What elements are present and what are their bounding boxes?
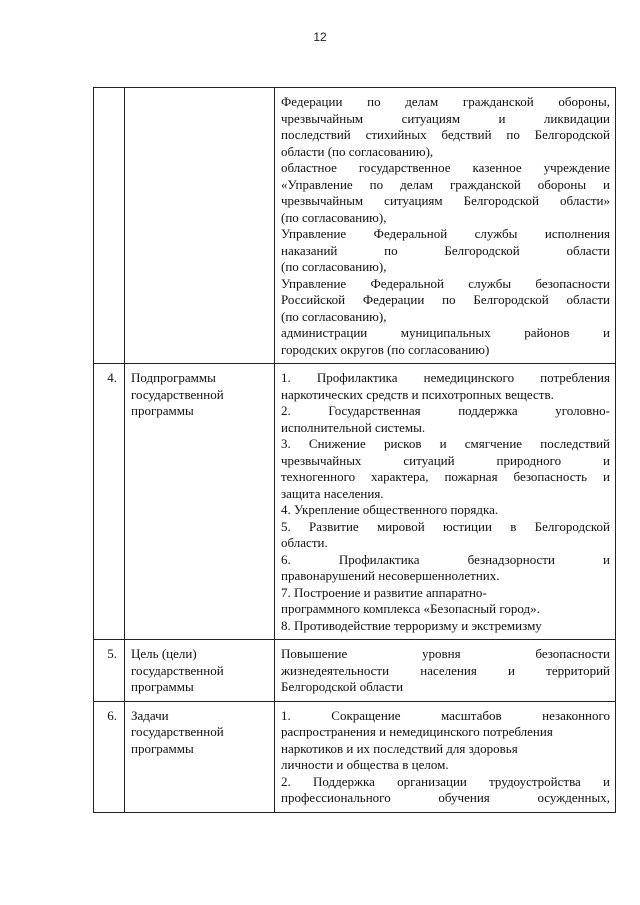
row-number: 4. — [94, 364, 125, 640]
row-title — [125, 88, 275, 364]
title-line: государственной — [131, 662, 224, 678]
text-line: (по согласованию), — [281, 308, 387, 324]
title-line: программы — [131, 679, 194, 694]
text-line: профессионального обучения осужденных, — [281, 790, 610, 805]
row-value — [275, 640, 616, 702]
text-line: Федерации по делам гражданской обороны, — [281, 94, 610, 109]
text-line: чрезвычайным ситуациям Белгородской области» — [281, 193, 610, 208]
table-row — [94, 701, 616, 812]
text-line: Управление Федеральной службы исполнения — [281, 226, 610, 241]
text-line: областное государственное казенное учреждение — [281, 160, 610, 175]
title-line: Цель (цели) — [131, 646, 197, 661]
row-title — [125, 364, 275, 640]
text-line: чрезвычайным ситуациям и ликвидации — [281, 110, 610, 126]
text-line: области (по согласованию), — [281, 143, 434, 159]
text-line: 8. Противодействие терроризму и экстремизму — [281, 617, 542, 633]
row-number: 6. — [94, 701, 125, 812]
text-line: чрезвычайных ситуаций природного и — [281, 452, 610, 468]
text-line: Повышение уровня безопасности — [281, 646, 610, 661]
text-line: администрации муниципальных районов и — [281, 325, 610, 340]
text-line: Белгородской области — [281, 679, 404, 694]
title-line: программы — [131, 740, 194, 756]
text-line: защита населения. — [281, 485, 384, 501]
text-line: 6. Профилактика безнадзорности и — [281, 551, 610, 567]
text-line: 5. Развитие мировой юстиции в Белгородской — [281, 518, 610, 534]
text-line: последствий стихийных бедствий по Белгородской — [281, 127, 610, 142]
title-line: Подпрограммы — [131, 370, 216, 385]
text-line: Управление Федеральной службы безопасности — [281, 275, 610, 291]
title-line: государственной — [131, 386, 224, 402]
text-line: наркотических средств и психотропных веществ. — [281, 386, 554, 402]
text-line: наказаний по Белгородской области — [281, 242, 610, 258]
text-line: 1. Профилактика немедицинского потребления — [281, 370, 610, 385]
passport-table — [93, 87, 616, 813]
text-line: (по согласованию), — [281, 259, 387, 274]
page-number: 12 — [313, 30, 327, 44]
row-number — [94, 88, 125, 364]
text-line: правонарушений несовершеннолетних. — [281, 568, 500, 583]
row-title — [125, 701, 275, 812]
row-number: 5. — [94, 640, 125, 702]
text-line: распространения и немедицинского потребления — [281, 724, 553, 739]
text-line: 3. Снижение рисков и смягчение последствий — [281, 436, 610, 451]
text-line: городских округов (по согласованию) — [281, 341, 490, 357]
text-line: личности и общества в целом. — [281, 757, 449, 772]
text-line: 2. Государственная поддержка уголовно- — [281, 403, 610, 418]
text-line: 1. Сокращение масштабов незаконного — [281, 707, 610, 723]
row-value — [275, 364, 616, 640]
text-line: жизнедеятельности населения и территорий — [281, 662, 610, 678]
row-title — [125, 640, 275, 702]
table-row — [94, 640, 616, 702]
row-value — [275, 88, 616, 364]
text-line: области. — [281, 535, 328, 550]
title-line: Задачи — [131, 707, 169, 723]
title-line: программы — [131, 403, 194, 418]
table-row — [94, 364, 616, 640]
title-line: государственной — [131, 724, 224, 739]
table-row — [94, 88, 616, 364]
text-line: техногенного характера, пожарная безопасность и — [281, 469, 610, 484]
text-line: исполнительной системы. — [281, 419, 426, 435]
text-line: «Управление по делам гражданской обороны и — [281, 176, 610, 192]
text-line: Российской Федерации по Белгородской области — [281, 292, 610, 307]
text-line: 4. Укрепление общественного порядка. — [281, 502, 499, 517]
text-line: программного комплекса «Безопасный город». — [281, 601, 540, 616]
text-line: наркотиков и их последствий для здоровья — [281, 740, 518, 756]
text-line: 7. Построение и развитие аппаратно- — [281, 584, 487, 600]
row-value — [275, 701, 616, 812]
text-line: 2. Поддержка организации трудоустройства и — [281, 773, 610, 789]
text-line: (по согласованию), — [281, 209, 387, 225]
